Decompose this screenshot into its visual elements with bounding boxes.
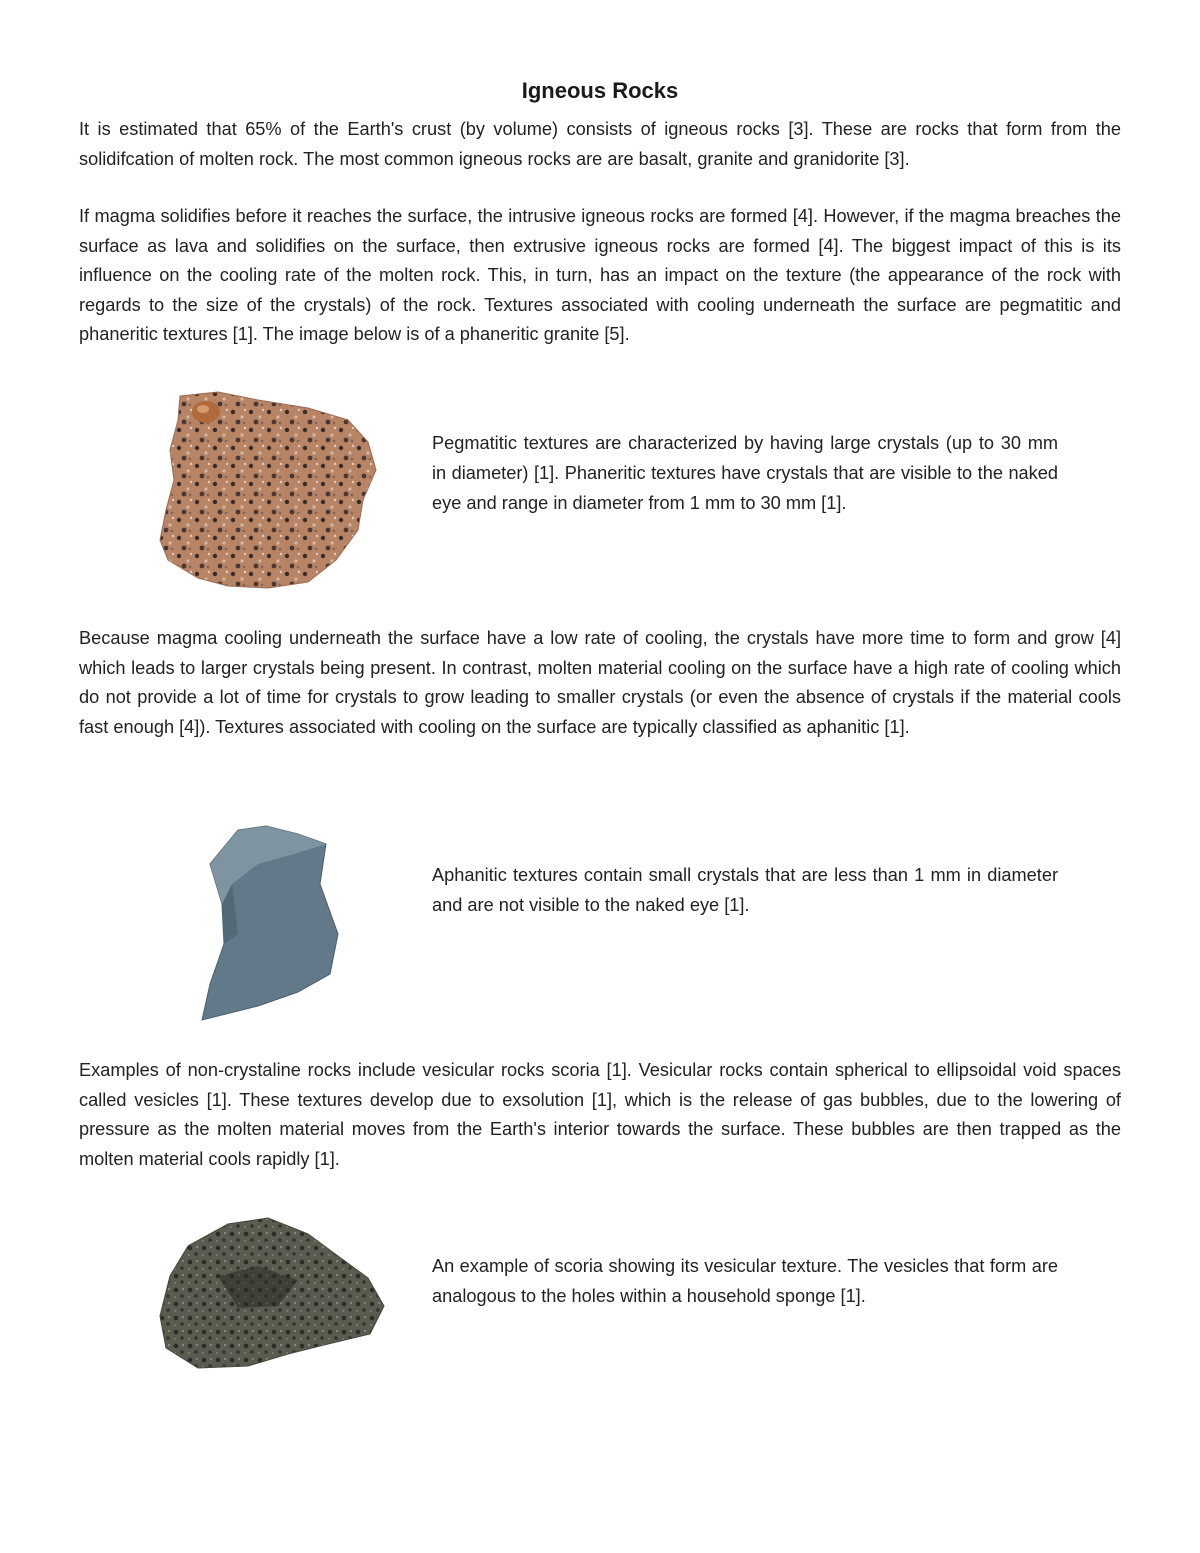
page-title: Igneous Rocks [521, 78, 679, 103]
granite-caption: Pegmatitic textures are characterized by having large crystals (up to 30 mm in diameter) [1]. Phaneritic textures have crystals that are visible to the naked eye and range in diameter from 1 mm to 30 mm [1]. [432, 433, 1058, 513]
cooling-rate-paragraph: Because magma cooling underneath the surface have a low rate of cooling, the crystals have more time to form and grow [4] which leads to larger crystals being present. In contrast, molten material cooling on the surface have a high rate of cooling which do not provide a lot of time for crystals to grow leading to smaller crystals (or even the absence of crystals if the material cools fast enough [4]). Textures associated with cooling on the surface are typically classified as aphanitic [1]. [79, 628, 1121, 737]
vesicular-paragraph: Examples of non-crystaline rocks include vesicular rocks scoria [1]. Vesicular rocks contain spherical to ellipsoidal void spaces called vesicles [1]. These textures develop due to exsolution [1], which is the release of gas bubbles, due to the lowering of pressure as the molten material moves from the Earth's interior towards the surface. These bubbles are then trapped as the molten material cools rapidly [1]. [79, 1060, 1121, 1169]
granite-rock-image [158, 390, 380, 590]
scoria-rock-image [158, 1216, 388, 1372]
formation-paragraph: If magma solidifies before it reaches the surface, the intrusive igneous rocks are formed [4]. However, if the magma breaches the surface as lava and solidifies on the surface, then extrusive igneous rocks are formed [4]. The biggest impact of this is its influence on the cooling rate of the molten rock. This, in turn, has an impact on the texture (the appearance of the rock with regards to the size of the crystals) of the rock. Textures associated with cooling underneath the surface are pegmatitic and phaneritic textures [1]. The image below is of a phaneritic granite [5]. [79, 206, 1121, 345]
scoria-caption: An example of scoria showing its vesicular texture. The vesicles that form are analogous to the holes within a household sponge [1]. [432, 1256, 1058, 1306]
aphanitic-caption: Aphanitic textures contain small crystals that are less than 1 mm in diameter and are not visible to the naked eye [1]. [432, 865, 1058, 915]
aphanitic-rock-image [198, 824, 343, 1022]
intro-paragraph: It is estimated that 65% of the Earth's crust (by volume) consists of igneous rocks [3]. These are rocks that form from the solidifcation of molten rock. The most common igneous rocks are are basalt, granite and granidorite [3]. [79, 119, 1121, 169]
